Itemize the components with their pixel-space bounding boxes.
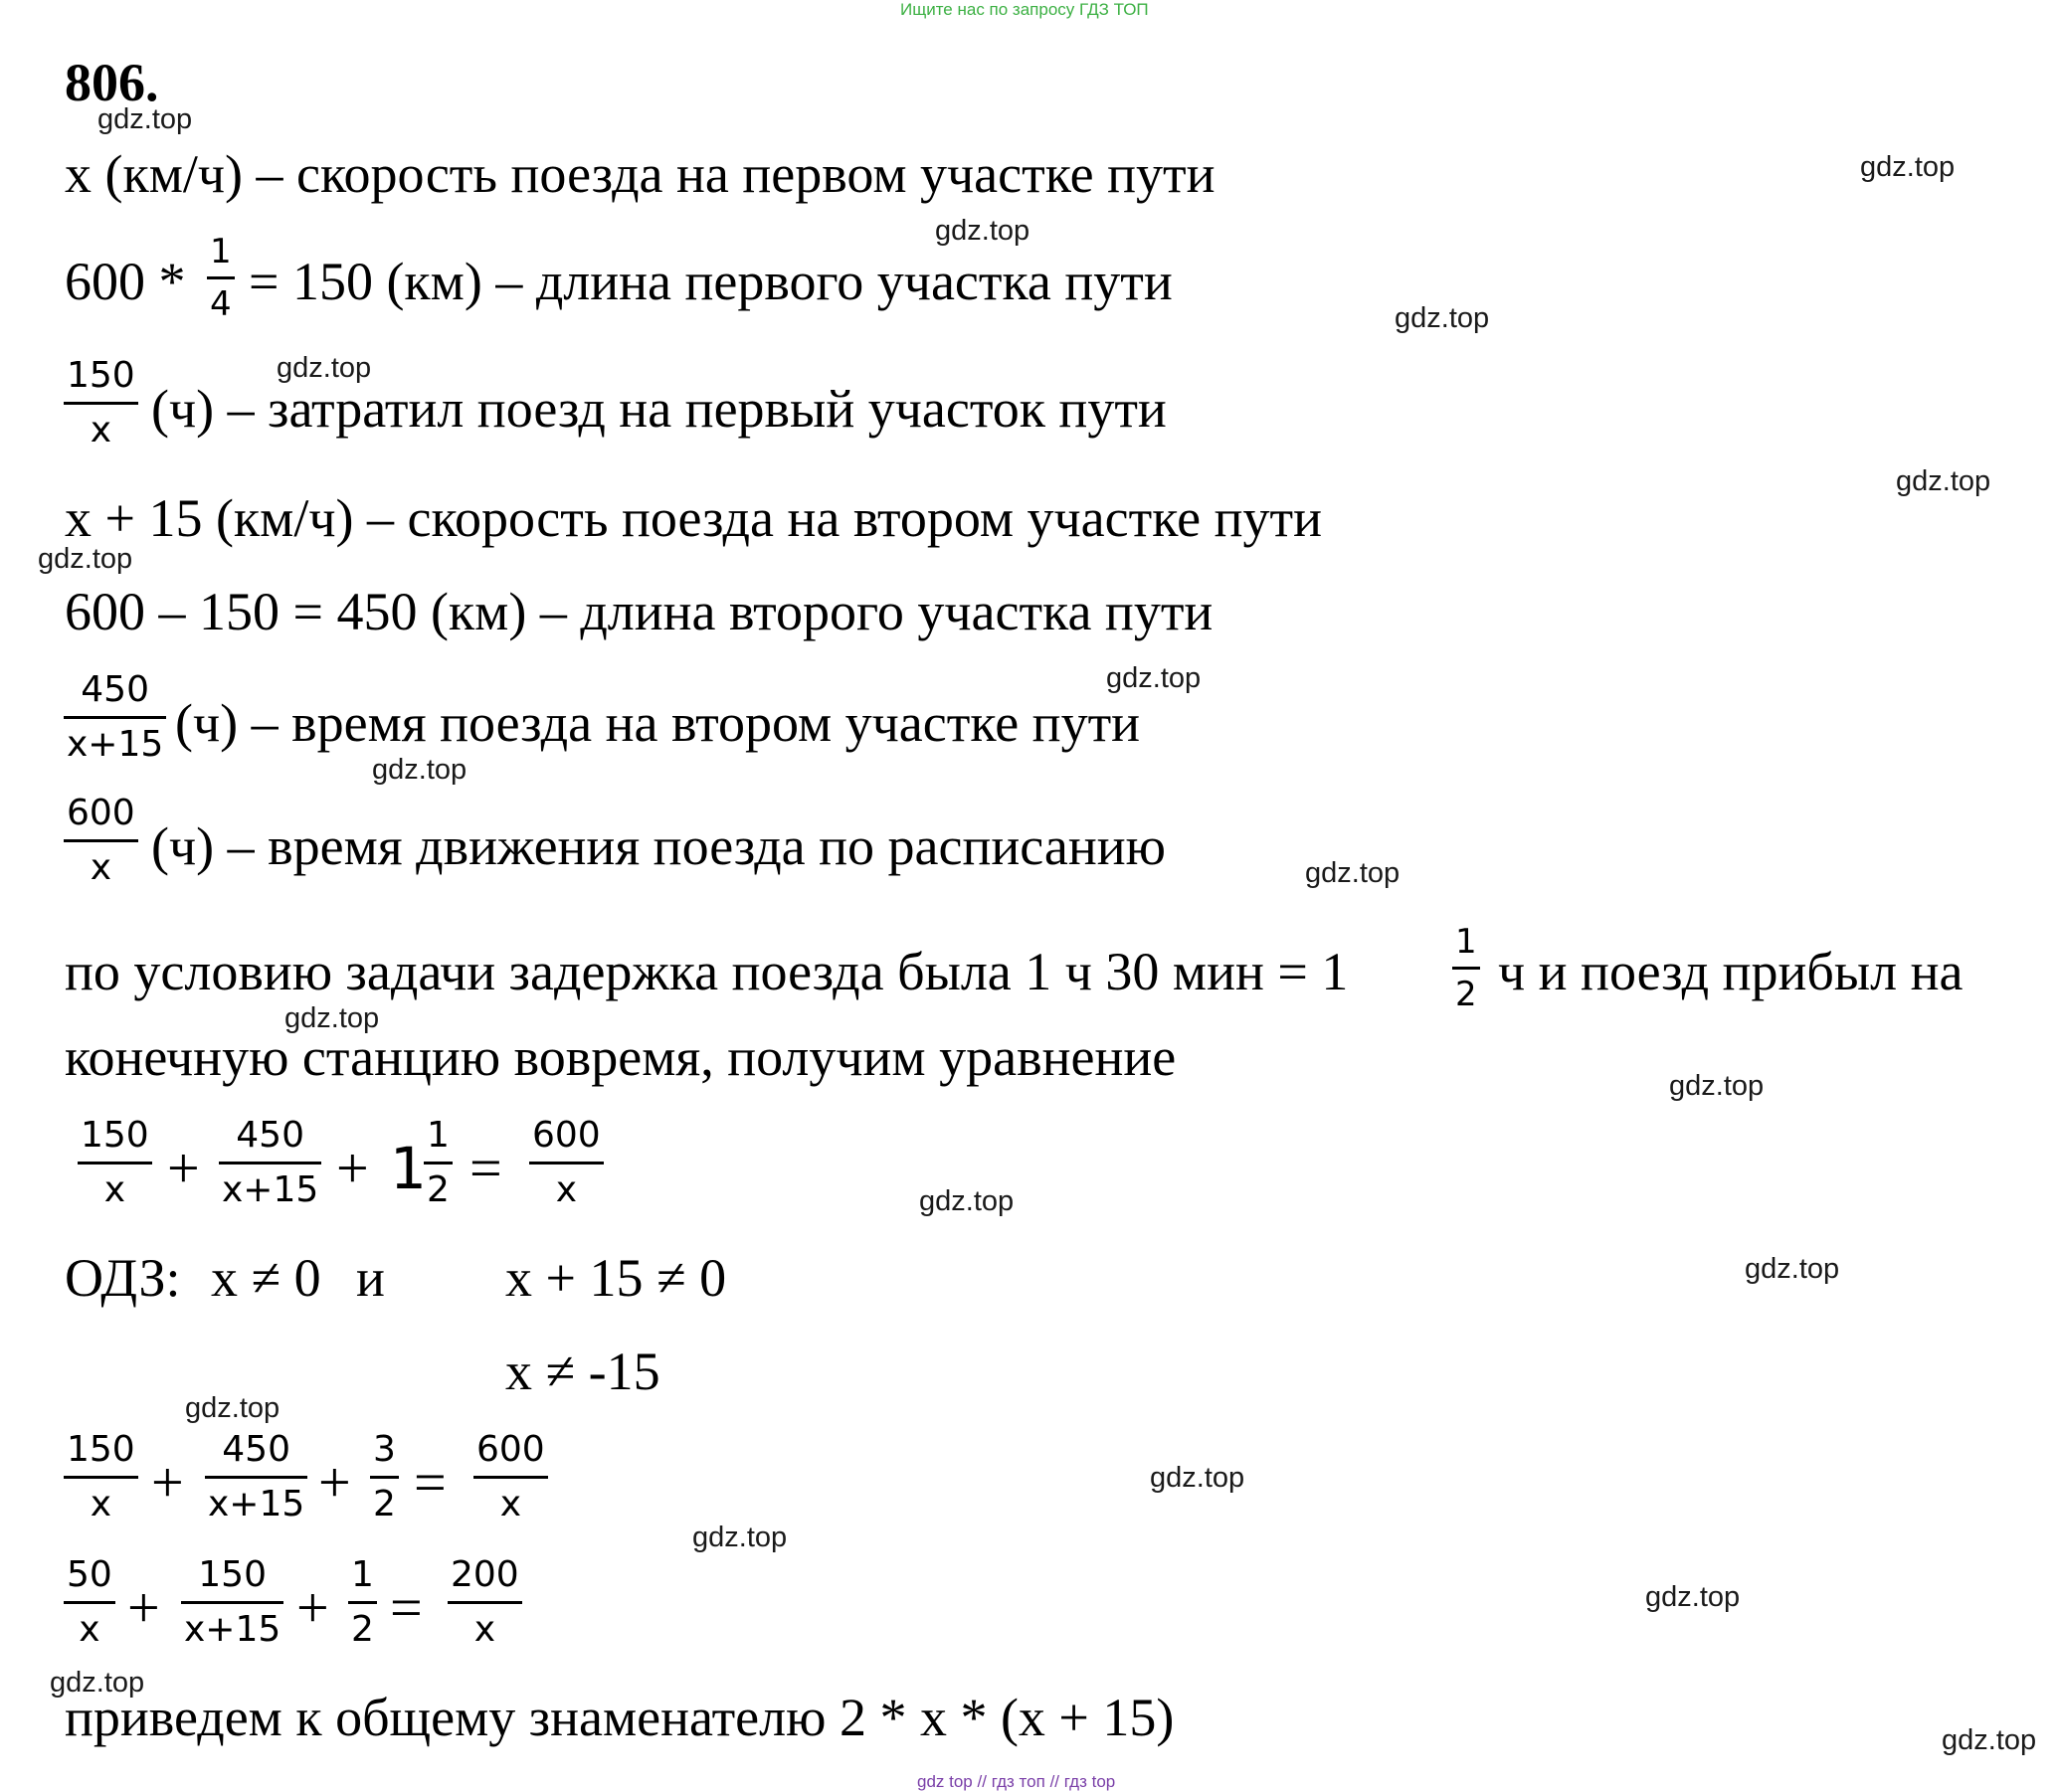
eq3-fraction-50-over-x: $\frac{50}{x}$ xyxy=(64,1557,115,1648)
eq1-fraction-450-over-x-plus-15: $\frac{450}{x+15}$ xyxy=(219,1118,321,1208)
watermark: gdz.top xyxy=(38,543,133,575)
fraction-450-over-x-plus-15: $\frac{450}{x+15}$ xyxy=(64,672,166,763)
watermark: gdz.top xyxy=(1896,465,1991,497)
odz-and: и xyxy=(356,1248,385,1308)
eq1-fraction-150-over-x: $\frac{150}{x}$ xyxy=(78,1118,152,1208)
watermark: gdz.top xyxy=(185,1392,281,1424)
eq2-fraction-150-over-x: $\frac{150}{x}$ xyxy=(64,1432,138,1523)
fraction-one-quarter: $\frac{1}{4}$ xyxy=(207,235,235,321)
eq1-whole-one: 1 xyxy=(390,1135,427,1202)
watermark: gdz.top xyxy=(277,352,372,384)
eq1-equals: = xyxy=(469,1136,502,1200)
watermark: gdz.top xyxy=(1150,1462,1245,1494)
eq3-fraction-one-half: $\frac{1}{2}$ xyxy=(348,1557,377,1648)
fraction-one-half: $\frac{1}{2}$ xyxy=(1452,925,1480,1011)
eq2-fraction-three-halves: $\frac{3}{2}$ xyxy=(370,1432,399,1523)
watermark: gdz.top xyxy=(1942,1724,2037,1756)
text-line-7: (ч) – время движения поезда по расписанию xyxy=(151,816,1167,876)
watermark: gdz.top xyxy=(1395,302,1490,334)
problem-number: 806. xyxy=(65,53,159,112)
eq3-plus-2: + xyxy=(296,1575,329,1640)
watermark: gdz.top xyxy=(97,103,193,135)
eq2-fraction-600-over-x: $\frac{600}{x}$ xyxy=(473,1432,548,1523)
fraction-600-over-x: $\frac{600}{x}$ xyxy=(64,796,138,886)
search-banner: Ищите нас по запросу ГДЗ ТОП xyxy=(900,0,1149,19)
eq1-fraction-600-over-x: $\frac{600}{x}$ xyxy=(529,1118,604,1208)
eq3-fraction-200-over-x: $\frac{200}{x}$ xyxy=(448,1557,522,1648)
eq3-fraction-150-over-x-plus-15: $\frac{150}{x+15}$ xyxy=(181,1557,283,1648)
watermark: gdz.top xyxy=(1106,662,1202,694)
watermark: gdz.top xyxy=(1305,857,1401,889)
fraction-150-over-x: $\frac{150}{x}$ xyxy=(64,358,138,448)
watermark: gdz.top xyxy=(692,1522,788,1553)
eq2-fraction-450-over-x-plus-15: $\frac{450}{x+15}$ xyxy=(205,1432,307,1523)
watermark: gdz.top xyxy=(50,1667,145,1699)
text-line-last: приведем к общему знаменателю 2 * x * (x + 15) xyxy=(65,1688,1175,1747)
text-line-5: 600 – 150 = 450 (км) – длина второго участка пути xyxy=(65,582,1214,641)
eq3-plus-1: + xyxy=(127,1575,160,1640)
text-line-6: (ч) – время поезда на втором участке пути xyxy=(175,693,1141,753)
text-line-2-pre: 600 * xyxy=(65,252,186,311)
eq1-fraction-one-half: $\frac{1}{2}$ xyxy=(424,1118,453,1208)
eq2-plus-2: + xyxy=(318,1450,351,1515)
eq1-plus-1: + xyxy=(167,1136,200,1200)
watermark: gdz.top xyxy=(1645,1581,1741,1613)
watermark: gdz.top xyxy=(1669,1070,1765,1102)
odz-condition-1: x ≠ 0 xyxy=(211,1248,321,1308)
watermark: gdz.top xyxy=(1860,151,1956,183)
text-line-9: конечную станцию вовремя, получим уравнение xyxy=(65,1027,1177,1087)
eq2-plus-1: + xyxy=(151,1450,184,1515)
watermark: gdz.top xyxy=(372,754,468,786)
text-line-4: x + 15 (км/ч) – скорость поезда на втором участке пути xyxy=(65,488,1322,548)
eq2-equals: = xyxy=(414,1450,447,1515)
odz-condition-3: x ≠ -15 xyxy=(505,1342,660,1401)
watermark: gdz.top xyxy=(935,215,1030,247)
watermark: gdz.top xyxy=(1745,1253,1840,1285)
text-line-1: x (км/ч) – скорость поезда на первом участке пути xyxy=(65,144,1216,204)
eq3-equals: = xyxy=(390,1575,423,1640)
odz-condition-2: x + 15 ≠ 0 xyxy=(505,1248,727,1308)
text-line-3: (ч) – затратил поезд на первый участок пути xyxy=(151,379,1167,439)
text-line-8-pre: по условию задачи задержка поезда была 1 ч 30 мин = 1 xyxy=(65,942,1349,1001)
watermark: gdz.top xyxy=(919,1185,1015,1217)
odz-label: ОДЗ: xyxy=(65,1248,181,1308)
watermark: gdz.top xyxy=(284,1002,380,1034)
eq1-plus-2: + xyxy=(336,1136,369,1200)
text-line-8-post: ч и поезд прибыл на xyxy=(1498,942,1964,1001)
footer-watermark: gdz top // гдз топ // гдз top xyxy=(917,1772,1116,1791)
text-line-2-post: = 150 (км) – длина первого участка пути xyxy=(249,252,1173,311)
